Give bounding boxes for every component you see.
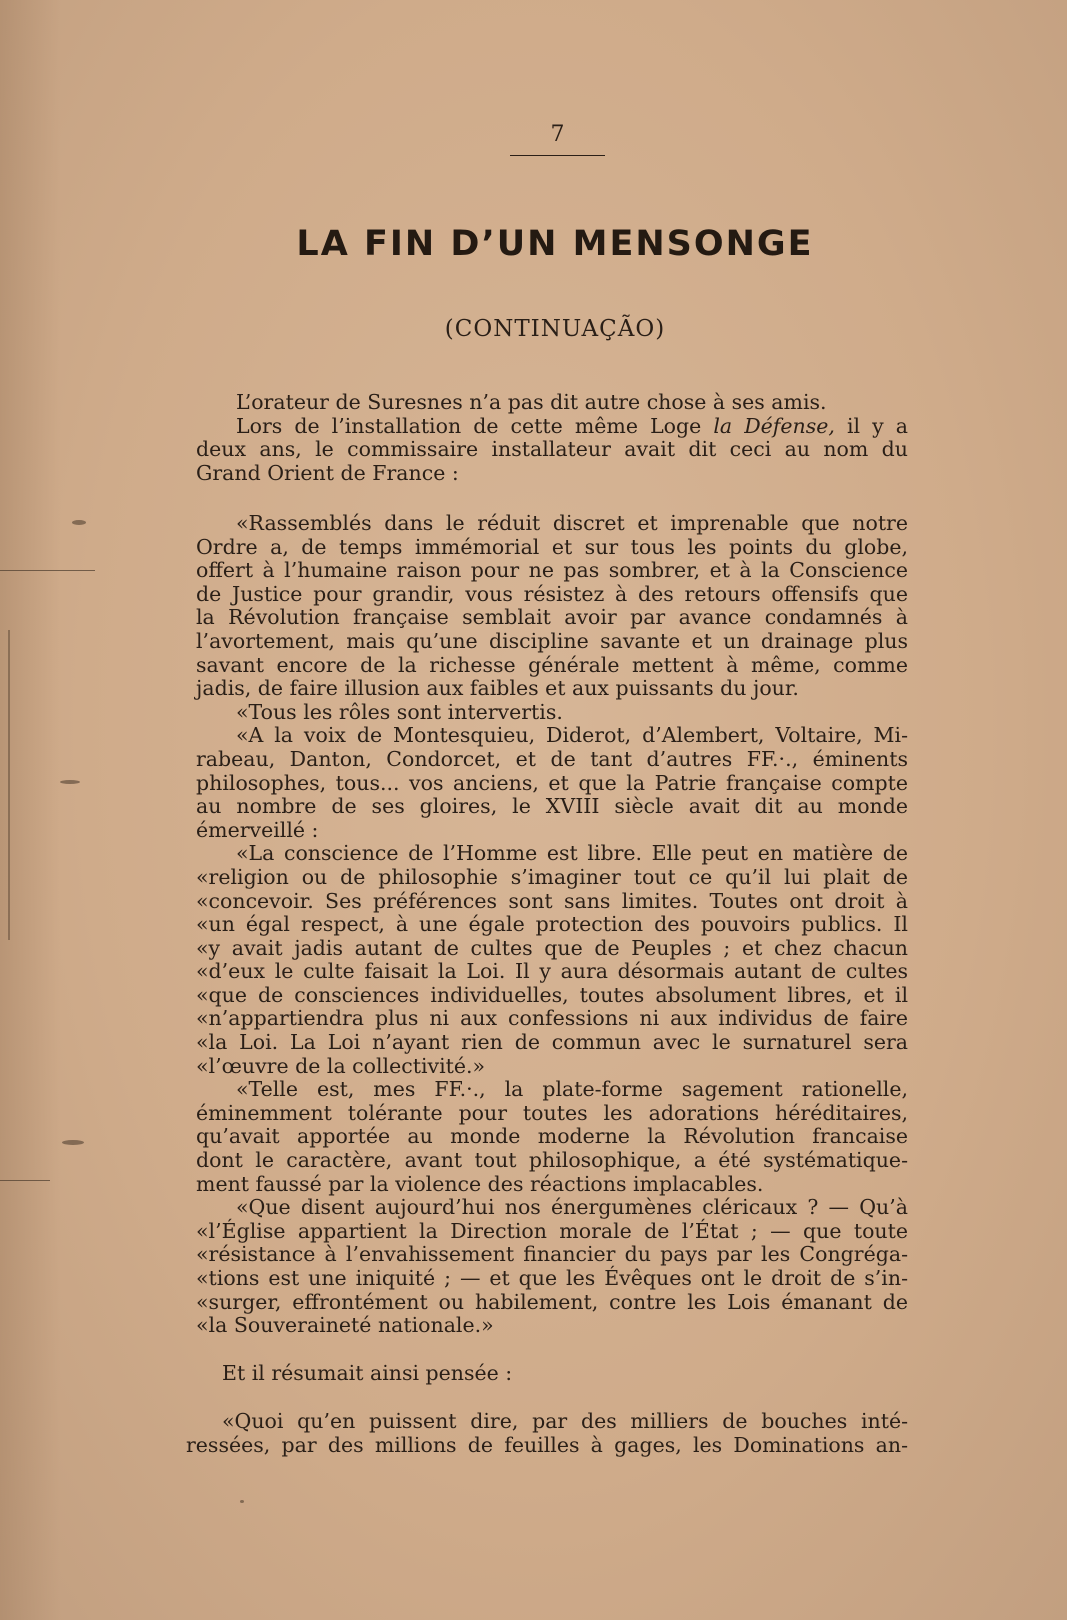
margin-tick bbox=[0, 570, 95, 571]
text-line: savant encore de la richesse générale mettent à même, comme bbox=[196, 652, 908, 677]
summary-paragraph bbox=[196, 1362, 908, 1386]
page-number: 7 bbox=[550, 122, 565, 147]
text-line: philosophes, tous... vos anciens, et que la Patrie française compte bbox=[196, 770, 908, 795]
text-line: Ordre a, de temps immémorial et sur tous les points du globe, bbox=[196, 534, 908, 559]
text-line: «Quoi qu’en puissent dire, par des milliers de bouches inté- bbox=[222, 1409, 908, 1433]
closing-paragraph bbox=[186, 1409, 908, 1457]
text-line: Lors de l’installation de cette même Loge la Défense, il y a bbox=[236, 413, 909, 438]
text-line: «concevoir. Ses préférences sont sans limites. Toutes ont droit à bbox=[196, 888, 908, 913]
text-line: deux ans, le commissaire installateur avait dit ceci au nom du bbox=[196, 437, 908, 462]
text-line: la Révolution française semblait avoir par avance condamnés à bbox=[196, 605, 908, 630]
page-subtitle: (CONTINUAÇÃO) bbox=[444, 316, 666, 342]
text-line: Et il résumait ainsi pensée : bbox=[222, 1361, 513, 1385]
margin-tick bbox=[0, 1180, 50, 1181]
text-line: «Rassemblés dans le réduit discret et imprenable que notre bbox=[236, 511, 908, 535]
text-line: «La conscience de l’Homme est libre. Elle peut en matière de bbox=[236, 841, 908, 866]
text-line: «y avait jadis autant de cultes que de Peuples ; et chez chacun bbox=[196, 935, 908, 960]
text-line: «surger, effrontément ou habilement, contre les Lois émanant de bbox=[196, 1289, 908, 1314]
text-line: «Tous les rôles sont intervertis. bbox=[236, 699, 563, 724]
page-number-rule bbox=[510, 155, 605, 156]
text-line: «Telle est, mes FF.·., la plate-forme sagement rationelle, bbox=[236, 1077, 908, 1102]
intro-paragraph bbox=[196, 391, 908, 485]
text-line: «d’eux le culte faisait la Loi. Il y aura désormais autant de cultes bbox=[196, 959, 908, 984]
binding-mark bbox=[8, 630, 10, 940]
text-line: L’orateur de Suresnes n’a pas dit autre chose à ses amis. bbox=[236, 390, 827, 414]
paper-speck bbox=[240, 1500, 244, 1503]
paper-speck bbox=[72, 520, 86, 525]
text-line: éminemment tolérante pour toutes les adorations héréditaires, bbox=[196, 1100, 908, 1125]
text-line: «religion ou de philosophie s’imaginer tout ce qu’il lui plait de bbox=[196, 864, 908, 889]
text-line: de Justice pour grandir, vous résistez à des retours offensifs que bbox=[196, 581, 908, 606]
text-line: «A la voix de Montesquieu, Diderot, d’Alembert, Voltaire, Mi- bbox=[236, 723, 908, 748]
text-line: ressées, par des millions de feuilles à gages, les Dominations an- bbox=[186, 1432, 908, 1457]
paper-speck bbox=[62, 1140, 84, 1145]
text-line: «tions est une iniquité ; — et que les Évêques ont le droit de s’in- bbox=[196, 1266, 908, 1290]
text-line: «l’Église appartient la Direction morale de l’État ; — que toute bbox=[196, 1218, 908, 1243]
paper-speck bbox=[60, 780, 80, 784]
lodge-name: la Défense, bbox=[713, 413, 835, 438]
text-line: l’avortement, mais qu’une discipline savante et un drainage plus bbox=[196, 628, 908, 653]
text-line: rabeau, Danton, Condorcet, et de tant d’autres FF.·., éminents bbox=[196, 746, 908, 771]
text-line: Grand Orient de France : bbox=[196, 460, 459, 485]
text-line: «Que disent aujourd’hui nos énergumènes cléricaux ? — Qu’à bbox=[236, 1195, 908, 1220]
text-line: «l’œuvre de la collectivité.» bbox=[196, 1053, 486, 1078]
text-line: dont le caractère, avant tout philosophique, a été systématique- bbox=[196, 1148, 908, 1173]
text-line: ment faussé par la violence des réactions implacables. bbox=[196, 1171, 764, 1196]
text-line: «un égal respect, à une égale protection des pouvoirs publics. Il bbox=[196, 912, 908, 937]
text-line: émerveillé : bbox=[196, 817, 319, 842]
text-line: «la Loi. La Loi n’ayant rien de commun avec le surnaturel sera bbox=[196, 1030, 908, 1055]
text-line: offert à l’humaine raison pour ne pas sombrer, et à la Conscience bbox=[196, 558, 908, 583]
quote-block bbox=[196, 512, 908, 1338]
text-line: jadis, de faire illusion aux faibles et aux puissants du jour. bbox=[196, 676, 799, 701]
text-line: qu’avait apportée au monde moderne la Révolution francaise bbox=[196, 1124, 908, 1149]
text-line: «n’appartiendra plus ni aux confessions ni aux individus de faire bbox=[196, 1006, 908, 1031]
text-line: «résistance à l’envahissement financier du pays par les Congréga- bbox=[196, 1242, 908, 1267]
text-line: «la Souveraineté nationale.» bbox=[196, 1313, 494, 1338]
page-title: LA FIN D’UN MENSONGE bbox=[296, 224, 814, 264]
text-line: «que de consciences individuelles, toutes absolument libres, et il bbox=[196, 982, 908, 1007]
text-line: au nombre de ses gloires, le XVIII siècle avait dit au monde bbox=[196, 794, 908, 819]
